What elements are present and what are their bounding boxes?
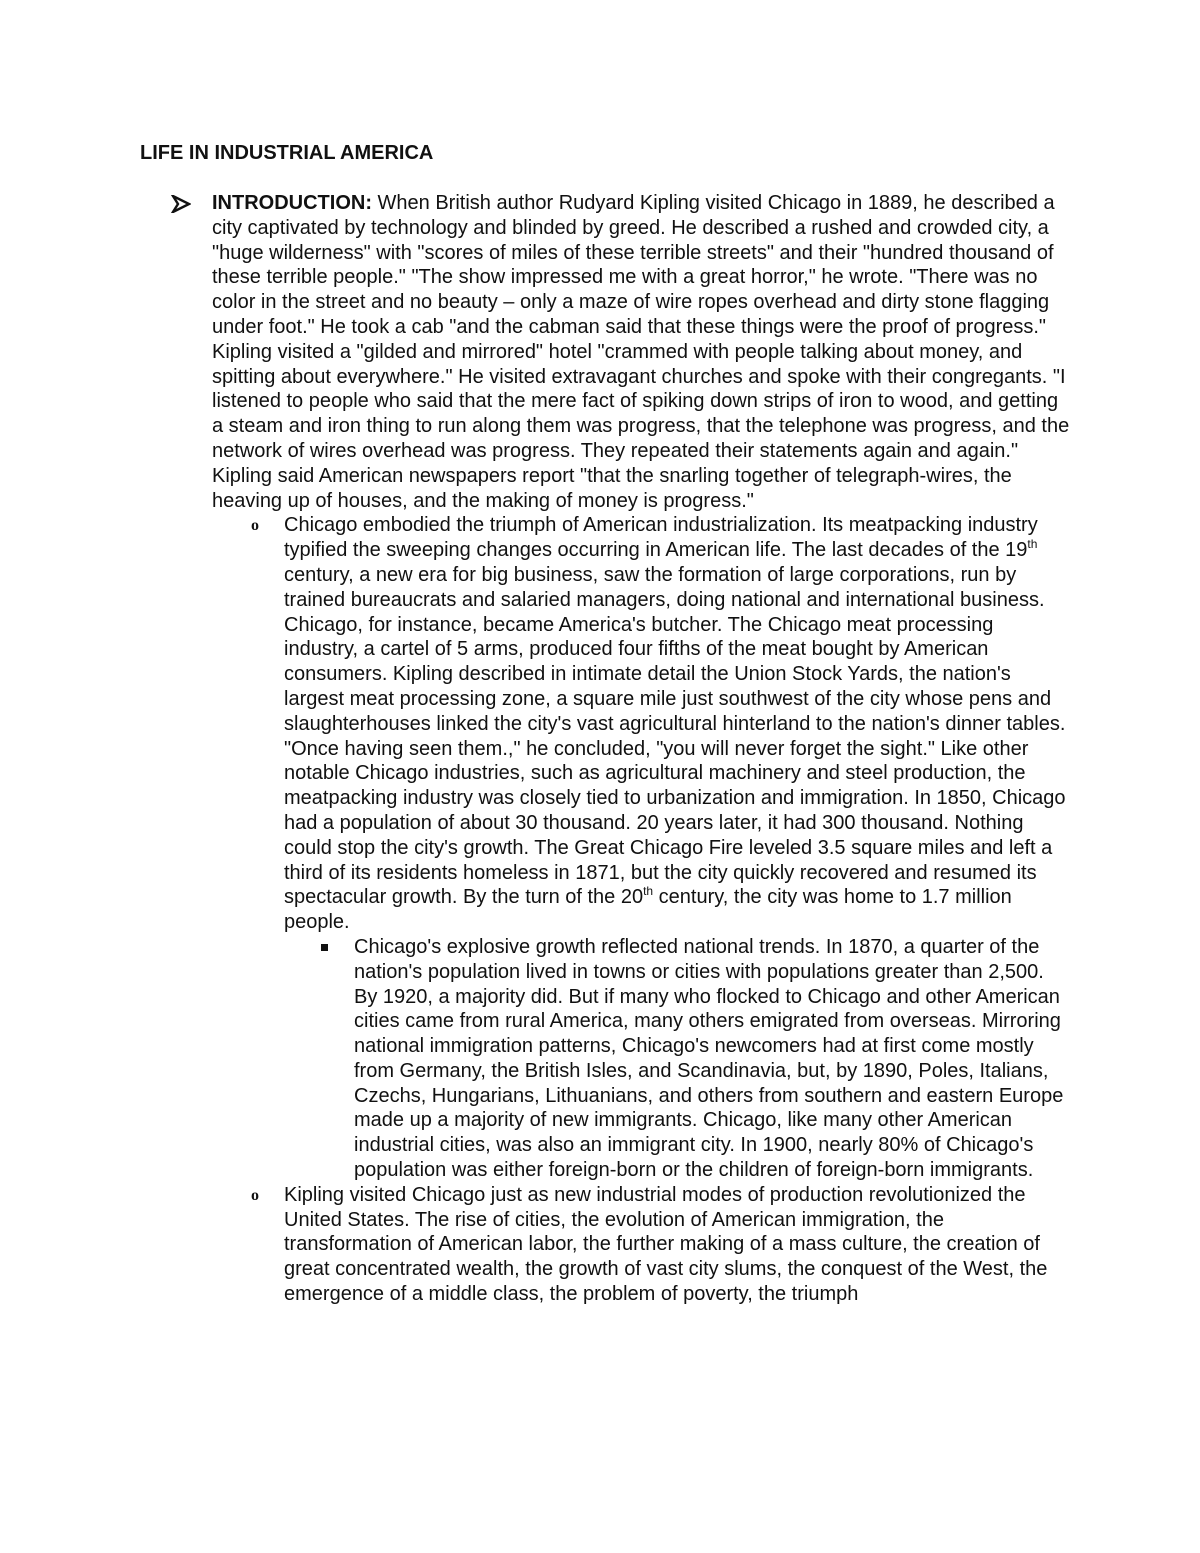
introduction-lead: INTRODUCTION:	[212, 192, 372, 214]
circle-bullet-icon: o	[251, 517, 259, 535]
document-title: LIFE IN INDUSTRIAL AMERICA	[140, 142, 434, 164]
production-revolution-paragraph: Kipling visited Chicago just as new industrial modes of production revolutionized the United States. The rise of cities, the evolution of American immigration, the transformation of American labor, the further making of a mass culture, the creation of great concentrated wealth, the growth of vast city slums, the conquest of the West, the emergence of a middle class, the problem of poverty, the triumph	[284, 1183, 1048, 1306]
list-item	[251, 513, 1072, 1183]
list-item	[251, 1183, 1072, 1307]
introduction-item	[212, 191, 1072, 1307]
introduction-text: When British author Rudyard Kipling visited Chicago in 1889, he described a city captivated by technology and blinded by greed. He described a rushed and crowded city, a "huge wilderness" with "scores of miles of these terrible streets" and their "hundred thousand of these terrible people." "The show impressed me with a great horror," he wrote. "There was no color in the street and no beauty – only a maze of wire ropes overhead and dirty stone flagging under foot." He took a cab "and the cabman said that these things were the proof of progress." Kipling visited a "gilded and mirrored" hotel "crammed with people talking about money, and spitting about everywhere." He visited extravagant churches and spoke with their congregants. "I listened to people who said that the mere fact of spiking down strips of iron to wood, and getting a steam and iron thing to run along them was progress, that the telephone was progress, and the network of wires overhead was progress. They repeated their statements again and again." Kipling said American newspapers report "that the snarling together of telegraph-wires, the heaving up of houses, and the making of money is progress."	[212, 192, 1070, 512]
list-item	[354, 935, 1072, 1183]
introduction-paragraph	[212, 191, 1072, 513]
chicago-industrialization-paragraph: Chicago embodied the triumph of American industrialization. Its meatpacking industry typified the sweeping changes occurring in American life. The last decades of the 19th century, a new era for big business, saw the formation of large corporations, run by trained bureaucrats and salaried managers, doing national and international business. Chicago, for instance, became America's butcher. The Chicago meat processing industry, a cartel of 5 arms, produced four fifths of the meat bought by American consumers. Kipling described in intimate detail the Union Stock Yards, the nation's largest meat processing zone, a square mile just southwest of the city whose pens and slaughterhouses linked the city's vast agricultural hinterland to the nation's dinner tables. "Once having seen them.," he concluded, "you will never forget the sight." Like other notable Chicago industries, such as agricultural machinery and steel production, the meatpacking industry was closely tied to urbanization and immigration. In 1850, Chicago had a population of about 30 thousand. 20 years later, it had 300 thousand. Nothing could stop the city's growth. The Great Chicago Fire leveled 3.5 square miles and left a third of its residents homeless in 1871, but the city quickly recovered and resumed its spectacular growth. By the turn of the 20th century, the city was home to 1.7 million people.	[284, 514, 1066, 934]
square-bullet-icon	[321, 944, 328, 951]
arrow-bullet-icon	[171, 195, 191, 213]
growth-trends-paragraph: Chicago's explosive growth reflected national trends. In 1870, a quarter of the nation's population lived in towns or cities with populations greater than 2,500. By 1920, a majority did. But if many who flocked to Chicago and other American cities came from rural America, many others emigrated from overseas. Mirroring national immigration patterns, Chicago's newcomers had at first come mostly from Germany, the British Isles, and Scandinavia, but, by 1890, Poles, Italians, Czechs, Hungarians, Lithuanians, and others from southern and eastern Europe made up a majority of new immigrants. Chicago, like many other American industrial cities, was also an immigrant city. In 1900, nearly 80% of Chicago's population was either foreign-born or the children of foreign-born immigrants.	[354, 935, 1064, 1182]
circle-bullet-icon: o	[251, 1186, 259, 1204]
